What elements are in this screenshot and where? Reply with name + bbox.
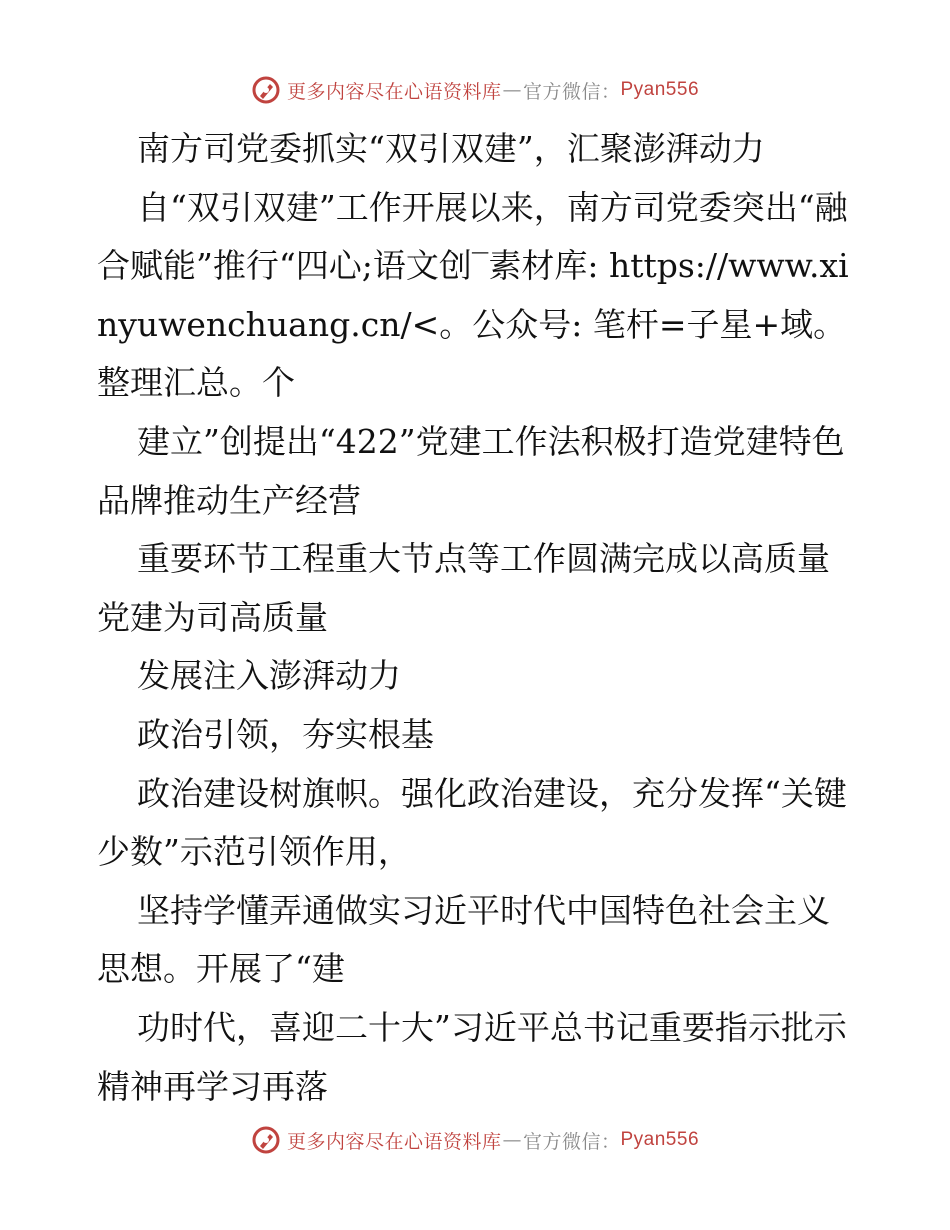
banner-wechat-label: 官方微信：	[522, 80, 621, 103]
banner-main-text: 更多内容尽在心语资料库	[286, 80, 502, 103]
paragraph-heading: 政治引领，夯实根基	[137, 714, 434, 754]
paragraph: 功时代，喜迎二十大”习近平总书记重要指示批示精神再学习再落	[97, 1007, 847, 1106]
paragraph: 政治建设树旗帜。强化政治建设，充分发挥“关键少数”示范引领作用，	[97, 773, 847, 872]
footer-banner	[0, 1120, 950, 1160]
pen-logo-icon	[251, 1125, 281, 1155]
banner-main-text: 更多内容尽在心语资料库	[286, 1130, 502, 1153]
paragraph-title: 南方司党委抓实“双引双建”，汇聚澎湃动力	[137, 129, 765, 168]
banner-wechat-id: Pyan556	[620, 1129, 700, 1150]
paragraph: 重要环节工程重大节点等工作圆满完成以高质量党建为司高质量	[97, 539, 830, 637]
banner-wechat-label: 官方微信：	[522, 1130, 621, 1153]
paragraph: 坚持学懂弄通做实习近平时代中国特色社会主义思想。开展了“建	[97, 890, 830, 989]
paragraph: 建立”创提出“422”党建工作法积极打造党建特色品牌推动生产经营	[97, 421, 845, 520]
banner-separator: —	[502, 79, 522, 101]
pen-logo-icon	[251, 75, 281, 105]
document-body	[97, 120, 857, 1116]
paragraph: 发展注入澎湃动力	[137, 656, 401, 696]
header-banner	[0, 70, 950, 110]
banner-separator: —	[502, 1129, 522, 1151]
banner-wechat-id: Pyan556	[620, 79, 700, 100]
paragraph: 自“双引双建”工作开展以来，南方司党委突出“融合赋能”推行“四心;语文创‾素材库: https://www.xinyuwenchuang.cn/<。公众号: 笔杆=子星+域。整理汇总。个	[97, 187, 849, 403]
